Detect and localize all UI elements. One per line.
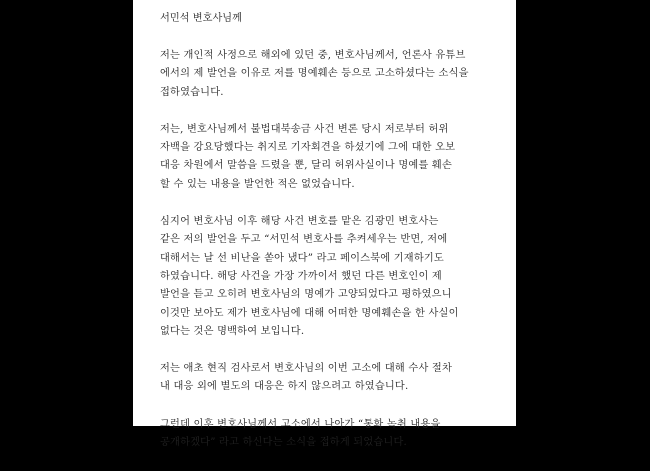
paragraph-1 xyxy=(160,47,500,102)
text-line: 저는 개인적 사정으로 해외에 있던 중, 변호사님께서, 언론사 유튜브 xyxy=(160,50,466,61)
text-line: 자백을 강요당했다는 취지로 기자회견을 하셨기에 그에 대한 오보 xyxy=(160,142,456,154)
paragraph-4 xyxy=(160,360,500,397)
letter-greeting: 서민석 변호사님께 xyxy=(160,13,242,24)
text-line: 그런데 이후 변호사님께서 고소에서 나아가 “통화 녹취 내용을 xyxy=(160,418,441,430)
text-line: 공개하겠다” 라고 하신다는 소식을 접하게 되었습니다. xyxy=(160,437,407,449)
text-line: 할 수 있는 내용을 발언한 적은 없었습니다. xyxy=(160,178,355,190)
paragraph-5 xyxy=(160,416,500,453)
text-line: 없다는 것은 명백하여 보입니다. xyxy=(160,325,305,337)
paragraph-2 xyxy=(160,121,500,194)
text-line: 대응 차원에서 말씀을 드렸을 뿐, 달리 허위사실이나 명예를 훼손 xyxy=(160,160,453,172)
text-line: 내 대응 외에 별도의 대응은 하지 않으려고 하였습니다. xyxy=(160,381,409,393)
paragraph-3 xyxy=(160,213,500,341)
text-line: 하였습니다. 해당 사건을 가장 가까이서 했던 다른 변호인이 제 xyxy=(160,270,442,282)
letter-body xyxy=(160,10,500,471)
document-page xyxy=(133,0,516,449)
text-line: 이것만 보아도 제가 변호사님에 대해 어떠한 명예훼손을 한 사실이 xyxy=(160,307,459,319)
text-line: 에서의 제 발언을 이유로 저를 명예훼손 등으로 고소하셨다는 소식을 xyxy=(160,68,469,80)
text-line: 심지어 변호사님 이후 해당 사건 변호를 맡은 김광민 변호사는 xyxy=(160,216,439,228)
text-line: 같은 저의 발언을 두고 “서민석 변호사를 추켜세우는 반면, 저에 xyxy=(160,234,448,246)
text-line: 저는 애초 현직 검사로서 변호사님의 이번 고소에 대해 수사 절차 xyxy=(160,363,453,375)
text-line: 발언을 듣고 오히려 변호사님의 명예가 고양되었다고 평하였으니 xyxy=(160,289,452,301)
text-line: 대해서는 날 선 비난을 쏟아 냈다” 라고 페이스북에 기재하기도 xyxy=(160,252,444,264)
text-line: 저는, 변호사님께서 불법대북송금 사건 변론 당시 저로부터 허위 xyxy=(160,123,449,135)
text-line: 접하였습니다. xyxy=(160,86,224,98)
